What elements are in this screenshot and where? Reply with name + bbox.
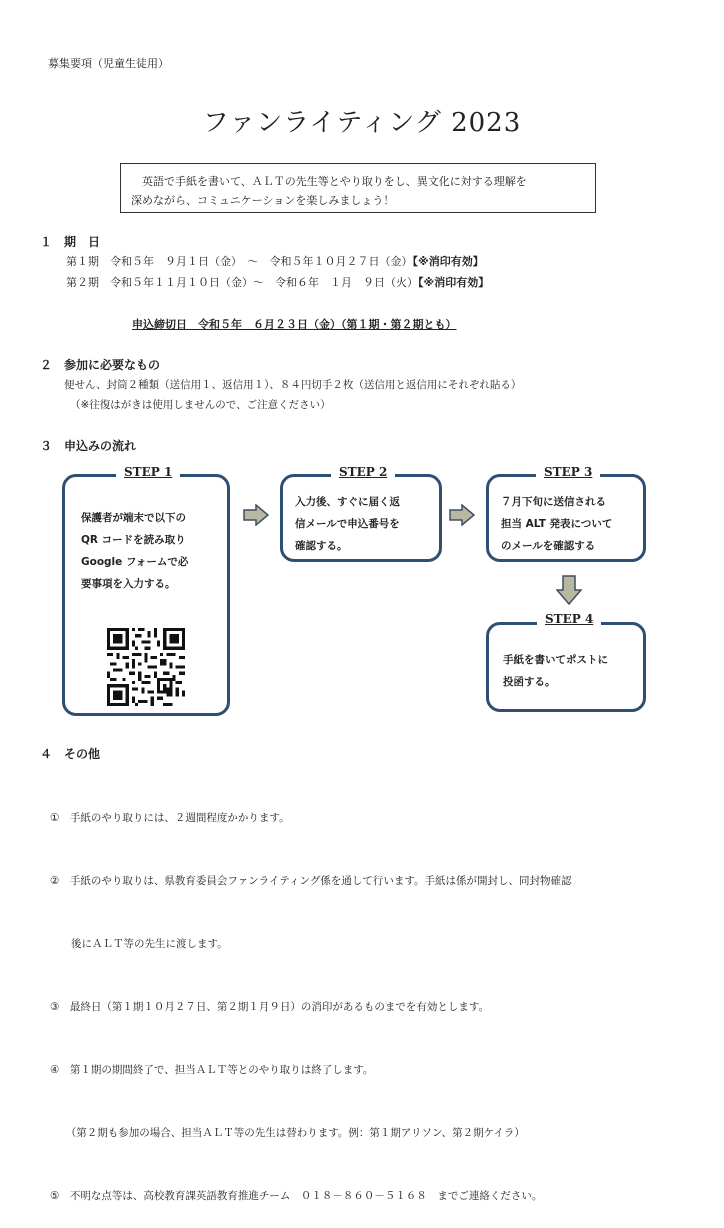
list-item: 後にＡＬＴ等の先生に渡します。 [50, 938, 228, 950]
intro-box [120, 163, 596, 213]
section1-heading: １ 期 日 [40, 235, 101, 249]
qr-code-icon [107, 628, 185, 706]
step4-line: 投函する。 [503, 676, 556, 688]
step1-label: STEP 1 [116, 465, 180, 479]
arrow-down-icon [556, 575, 582, 605]
step1-text [81, 507, 188, 595]
list-item: ② 手紙のやり取りは、県教育委員会ファンライティング係を通して行います。手紙は係が開封し、同封物確認 [50, 875, 572, 887]
step2-text [295, 491, 400, 557]
step4-line: 手紙を書いてポストに [503, 654, 608, 666]
deadline-text: 申込締切日 令和５年 ６月２３日（金）（第１期・第２期とも） [132, 318, 457, 331]
section2-heading: ２ 参加に必要なもの [40, 358, 161, 372]
term1-note: 【※消印有効】 [412, 255, 484, 268]
header-label: 募集要項（児童生徒用） [48, 57, 169, 70]
step1-line: QR コードを読み取り [81, 534, 186, 546]
intro-line-2: 深めながら、コミュニケーションを楽しみましょう！ [131, 194, 395, 207]
arrow-right-icon [449, 504, 475, 526]
list-item: ③ 最終日（第１期１０月２７日、第２期１月９日）の消印があるものまでを有効とします。 [50, 1001, 490, 1013]
section2-line-1: 便せん、封筒２種類（送信用１、返信用１）、８４円切手２枚（送信用と返信用にそれぞれ貼る） [64, 379, 522, 391]
step4-label: STEP 4 [537, 612, 601, 626]
step3-line: のメールを確認する [501, 540, 596, 552]
step2-line: 入力後、すぐに届く返 [295, 496, 400, 508]
step3-line: ７月下旬に送信される [501, 496, 606, 508]
step1-line: 要事項を入力する。 [81, 578, 176, 590]
section3-heading: ３ 申込みの流れ [40, 439, 137, 453]
step2-line: 確認する。 [295, 540, 348, 552]
step3-line: 担当 ALT 発表について [501, 518, 613, 530]
step2-line: 信メールで申込番号を [295, 518, 400, 530]
step3-text [501, 491, 612, 557]
page-title: ファンライティング 2023 [202, 108, 522, 138]
step3-label: STEP 3 [536, 465, 600, 479]
list-item: （第２期も参加の場合、担当ＡＬＴ等の先生は替わります。例：第１期アリソン、第２期ケイラ） [50, 1127, 525, 1139]
list-item: ⑤ 不明な点等は、高校教育課英語教育推進チーム ０１８－８６０－５１６８ までご連絡ください。 [50, 1190, 543, 1202]
step1-line: Google フォームで必 [81, 556, 189, 568]
intro-line-1: 英語で手紙を書いて、ＡＬＴの先生等とやり取りをし、異文化に対する理解を [142, 175, 527, 188]
term1-dates: 第１期 令和５年 ９月１日（金） ～ 令和５年１０月２７日（金） [66, 255, 413, 268]
step4-text [503, 649, 608, 693]
term2-dates: 第２期 令和５年１１月１０日（金）～ 令和６年 １月 ９日（火） [66, 276, 418, 289]
step2-box [280, 474, 442, 562]
section4-heading: ４ その他 [40, 747, 101, 761]
step2-label: STEP 2 [331, 465, 395, 479]
section2-line-2: （※往復はがきは使用しませんので、ご注意ください） [70, 399, 331, 411]
term2-note: 【※消印有効】 [418, 276, 490, 289]
list-item: ④ 第１期の期間終了で、担当ＡＬＴ等とのやり取りは終了します。 [50, 1064, 374, 1076]
list-item: ① 手紙のやり取りには、２週間程度かかります。 [50, 812, 290, 824]
arrow-right-icon [243, 504, 269, 526]
step4-box [486, 622, 646, 712]
step3-box [486, 474, 646, 562]
section4-list [50, 766, 572, 1228]
term1-row [66, 253, 484, 269]
term2-row [66, 274, 489, 290]
step1-line: 保護者が端末で以下の [81, 512, 186, 524]
